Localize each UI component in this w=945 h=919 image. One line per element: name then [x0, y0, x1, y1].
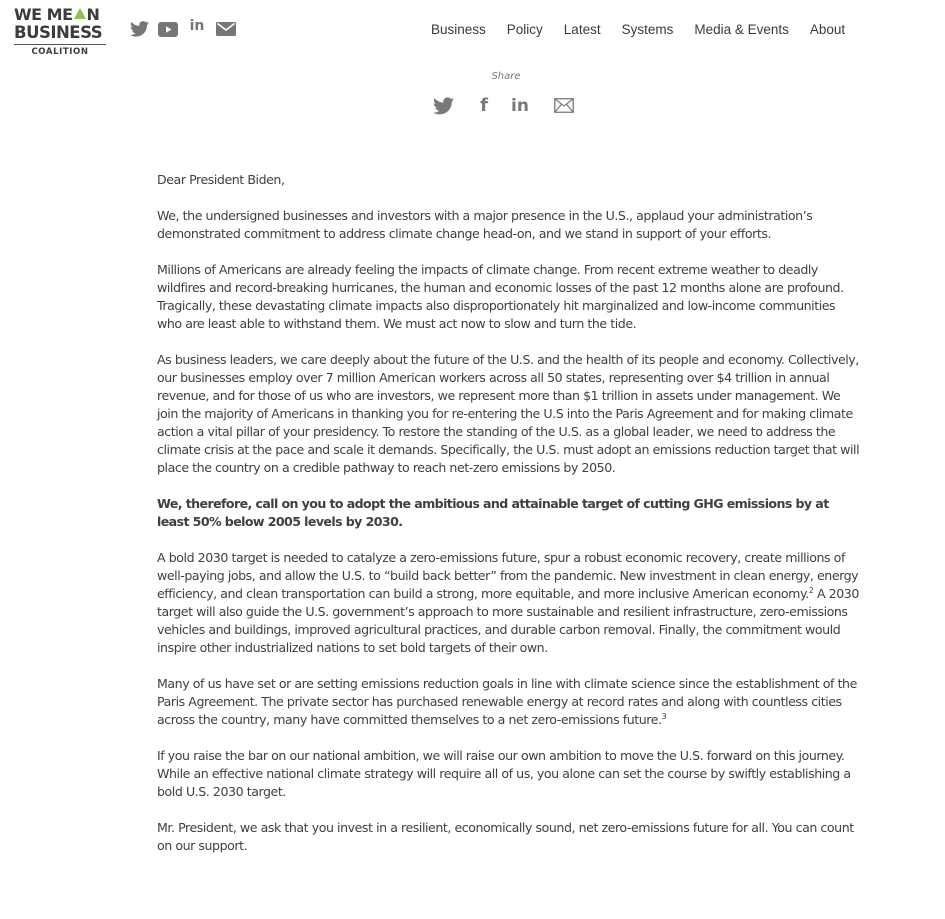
letter-paragraph: We, the undersigned businesses and investors with a major presence in the U.S., applaud your administration’s demonstrated commitment to address climate change head-on, and we stand in support of your efforts.: [157, 208, 813, 241]
paragraph-text: A 2030 target will also guide the U.S. government’s approach to more sustainable and resilient infrastructure, zero-emissions vehicles and buildings, improved agricultural practices, and durable carbon removal. Finally, the commitment would inspire other industrialized nations to set bold targets of their own.: [157, 586, 859, 655]
social-links: [129, 20, 236, 38]
share-linkedin-icon[interactable]: in: [511, 95, 529, 116]
share-twitter-icon[interactable]: [432, 97, 454, 115]
linkedin-icon[interactable]: in: [189, 18, 205, 34]
letter-paragraph: If you raise the bar on our national ambition, we will raise our own ambition to move the U.S. forward on this journey. While an effective national climate strategy will require all of us, you alone can set the course by swiftly establishing a bold U.S. 2030 target.: [157, 748, 851, 799]
nav-item-about[interactable]: About: [809, 22, 846, 37]
share-icons: [432, 95, 575, 116]
email-icon[interactable]: [216, 20, 236, 38]
logo-triangle-icon: [74, 8, 86, 19]
footnote-ref[interactable]: 3: [661, 712, 667, 721]
share-email-icon[interactable]: [553, 98, 575, 113]
letter-call-to-action: We, therefore, call on you to adopt the ambitious and attainable target of cutting GHG emissions by at least 50% below 2005 levels by 2030.: [157, 496, 829, 529]
twitter-icon[interactable]: [129, 20, 149, 38]
share-section: [0, 71, 945, 116]
letter-paragraph: [157, 675, 862, 729]
nav-item-media-events[interactable]: Media & Events: [694, 22, 789, 37]
logo-wordmark-line2: BUSINESS: [14, 23, 103, 42]
site-header: [0, 0, 945, 60]
share-label: Share: [491, 71, 521, 82]
paragraph-text: Many of us have set or are setting emissions reduction goals in line with climate science since the establishment of the Paris Agreement. The private sector has purchased renewable energy at record rates and along with countless cities across the country, many have committed themselves to a net zero-emissions future.: [157, 676, 857, 727]
paragraph-text: A bold 2030 target is needed to catalyze a zero-emissions future, spur a robust economic recovery, create millions of well-paying jobs, and allow the U.S. to “build back better” from the pandemic. New investment in clean energy, energy efficiency, and clean transportation can build a strong, more equitable, and more inclusive American economy.: [157, 550, 859, 601]
letter-paragraph: As business leaders, we care deeply about the future of the U.S. and the health of its people and economy. Collectively, our businesses employ over 7 million American workers across all 50 states, representing over $4 trillion in annual revenue, and for those of us who are investors, we represent more than $1 trillion in assets under management. We join the majority of Americans in thanking you for re-entering the U.S into the Paris Agreement and for making climate action a vital pillar of your presidency. To restore the standing of the U.S. as a global leader, we need to address the climate crisis at the pace and scale it demands. Specifically, the U.S. must adopt an emissions reduction target that will place the country on a credible pathway to reach net-zero emissions by 2050.: [157, 352, 860, 475]
letter-salutation: Dear President Biden,: [157, 172, 285, 187]
nav-item-systems[interactable]: Systems: [621, 22, 674, 37]
logo-divider: [14, 44, 106, 45]
nav-item-policy[interactable]: Policy: [506, 22, 543, 37]
footnote-ref[interactable]: 2: [808, 586, 814, 595]
share-facebook-icon[interactable]: f: [480, 95, 488, 116]
logo-subtitle: COALITION: [31, 47, 89, 57]
letter-paragraph: Millions of Americans are already feeling the impacts of climate change. From recent extreme weather to deadly wildfires and record-breaking hurricanes, the human and economic losses of the past 12 months alone are profound. Tragically, these devastating climate impacts also disproportionately hit marginalized and low-income communities who are least able to withstand them. We must act now to slow and turn the tide.: [157, 262, 844, 331]
nav-item-business[interactable]: Business: [431, 22, 486, 37]
letter-body: [157, 171, 862, 873]
letter-paragraph: [157, 549, 862, 657]
nav-item-latest[interactable]: Latest: [563, 22, 601, 37]
logo-wordmark-line1: WE ME N: [14, 5, 100, 24]
youtube-icon[interactable]: [158, 20, 178, 38]
letter-closing: Mr. President, we ask that you invest in a resilient, economically sound, net zero-emissions future for all. You can count on our support.: [157, 820, 854, 853]
main-nav: [431, 22, 845, 37]
logo[interactable]: [14, 6, 108, 57]
